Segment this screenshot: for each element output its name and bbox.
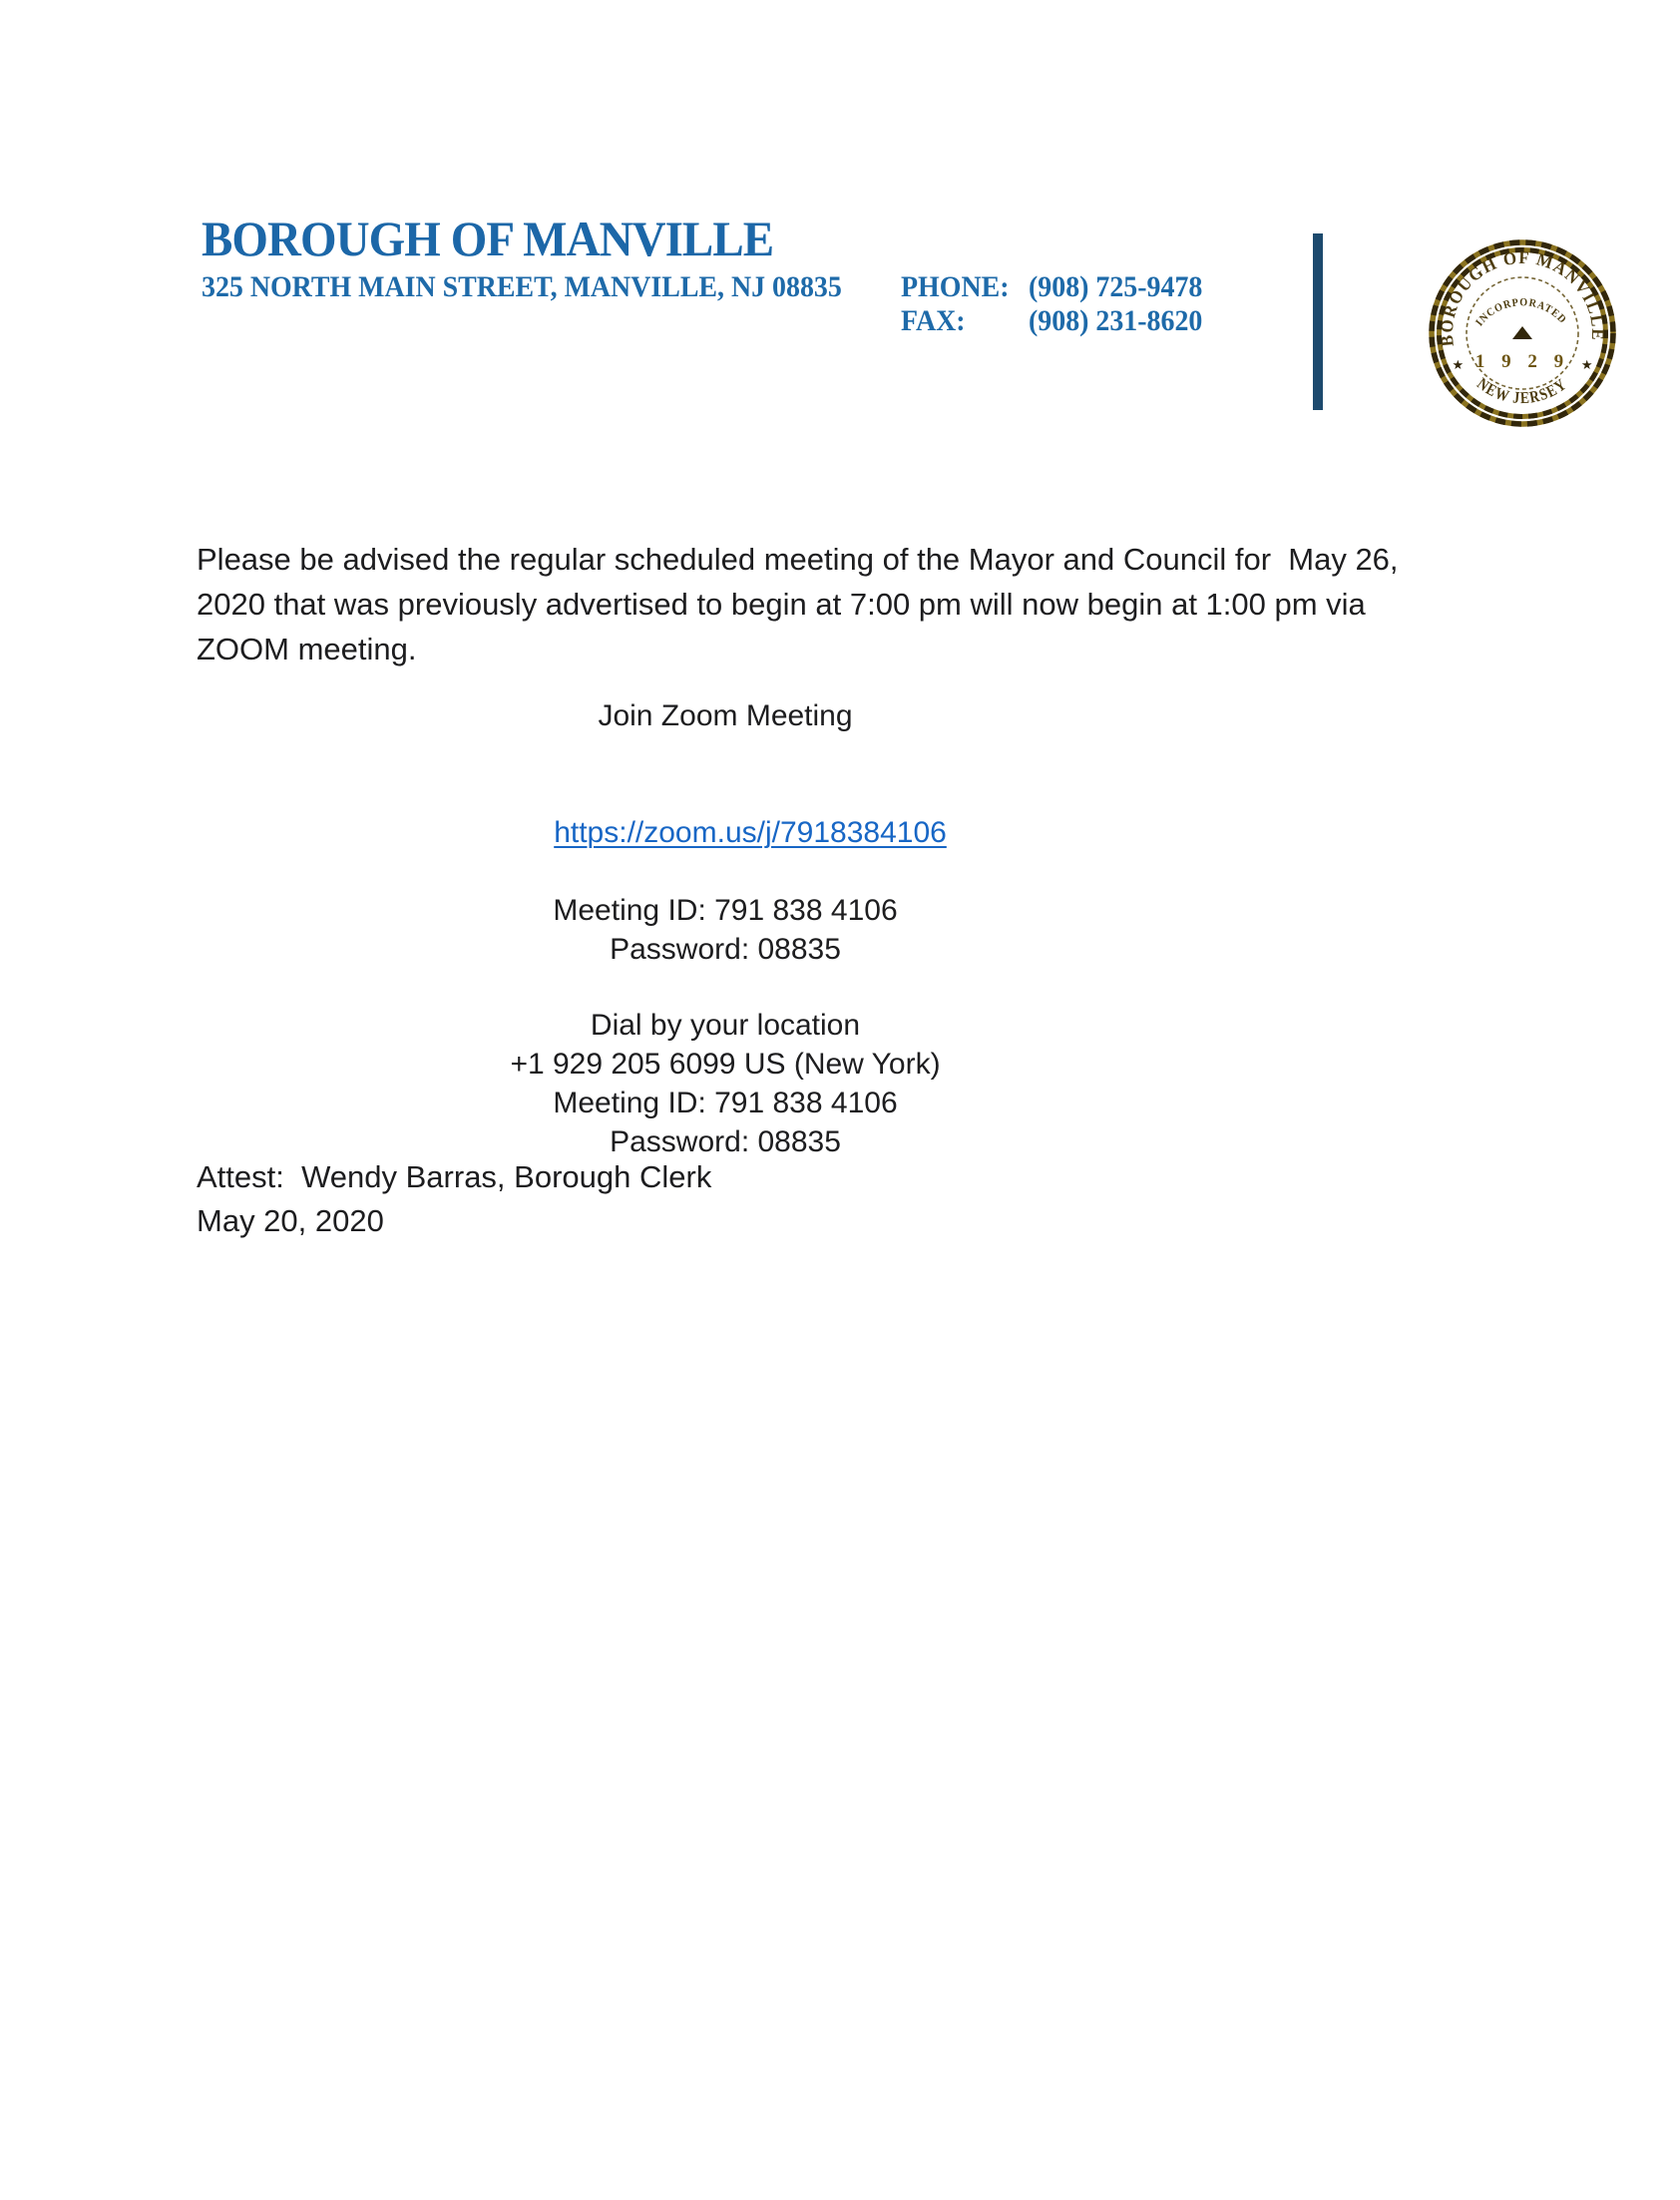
password-line: Password: 08835 (610, 933, 841, 966)
seal-right-star-icon: ★ (1580, 357, 1593, 372)
zoom-meeting-details (226, 696, 1224, 1161)
zoom-meeting-link[interactable]: https://zoom.us/j/7918384106 (554, 816, 947, 849)
join-zoom-heading: Join Zoom Meeting (598, 699, 853, 732)
notice-paragraph (197, 537, 1553, 671)
seal-top-text: BOROUGH OF MANVILLE (1436, 246, 1609, 348)
attest-block (197, 1155, 711, 1243)
dial-number: +1 929 205 6099 US (New York) (510, 1048, 941, 1081)
phone-label: PHONE: (901, 270, 1010, 303)
org-title: BOROUGH OF MANVILLE (202, 211, 774, 266)
meeting-id-line: Meeting ID: 791 838 4106 (553, 894, 898, 927)
paragraph-line: Please be advised the regular scheduled meeting of the Mayor and Council for May 26, (197, 542, 1399, 577)
fax-label: FAX: (901, 304, 966, 337)
seal-left-star-icon: ★ (1452, 357, 1465, 372)
seal-bottom-text: NEW JERSEY (1473, 372, 1573, 408)
seal-triangle-icon (1512, 326, 1532, 339)
attest-line: Attest: Wendy Barras, Borough Clerk (197, 1159, 712, 1194)
vertical-divider-bar (1313, 233, 1323, 410)
dial-heading: Dial by your location (590, 1009, 861, 1042)
phone-number: (908) 725-9478 (1029, 270, 1203, 303)
meeting-id-line: Meeting ID: 791 838 4106 (553, 1087, 898, 1119)
password-line: Password: 08835 (610, 1125, 841, 1158)
paragraph-line: 2020 that was previously advertised to begin at 7:00 pm will now begin at 1:00 pm via (197, 587, 1366, 622)
zoom-link-line (226, 774, 1224, 891)
seal-year: 1 9 2 9 (1474, 351, 1570, 372)
paragraph-line: ZOOM meeting. (197, 632, 417, 666)
fax-number: (908) 231-8620 (1029, 304, 1203, 337)
org-address: 325 NORTH MAIN STREET, MANVILLE, NJ 08835 (202, 270, 842, 303)
seal-incorporated-text: INCORPORATED (1473, 296, 1570, 329)
date-line: May 20, 2020 (197, 1203, 384, 1238)
borough-seal-icon (1428, 238, 1617, 428)
